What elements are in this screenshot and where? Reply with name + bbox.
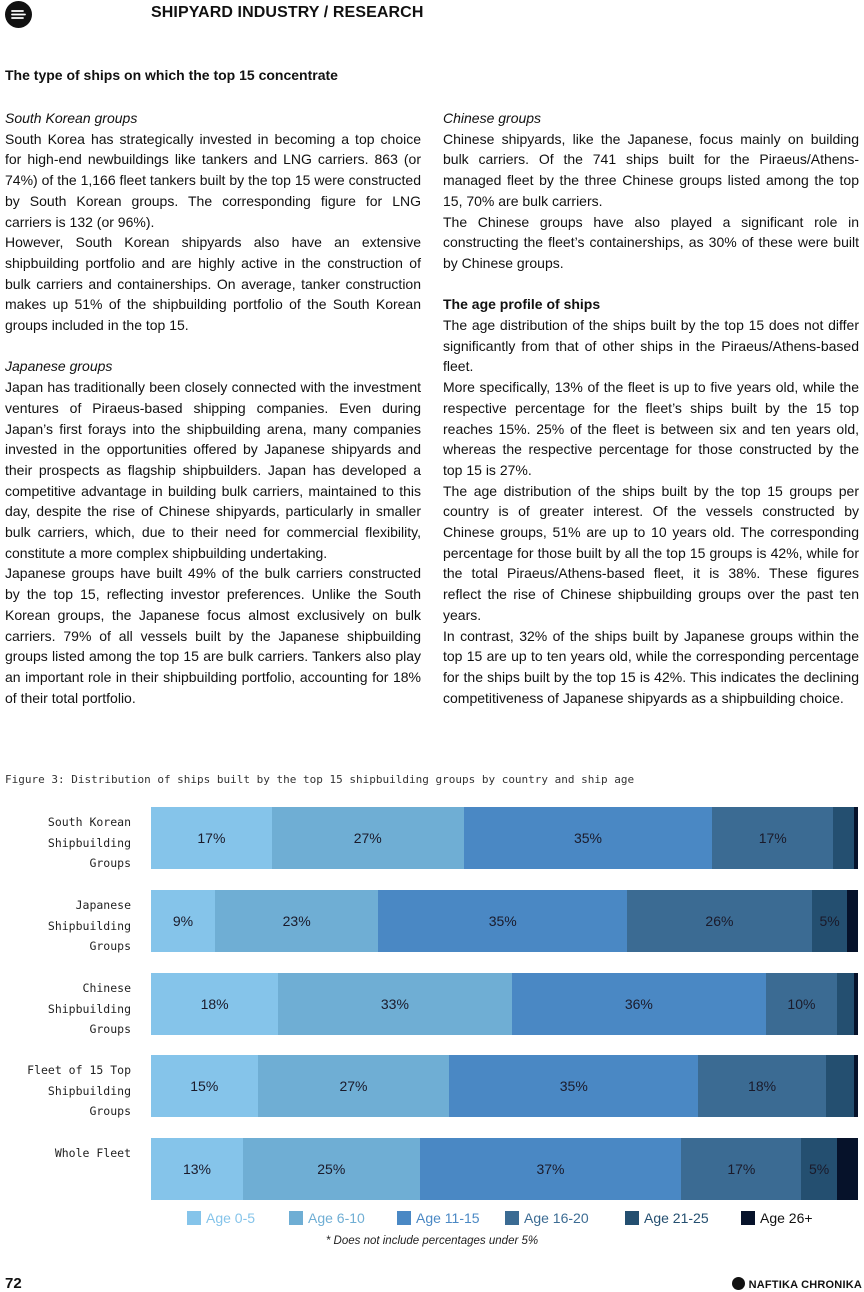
legend-item xyxy=(741,1210,813,1226)
category-label xyxy=(0,1143,131,1164)
legend-swatch xyxy=(187,1211,201,1225)
data-label: 5% xyxy=(808,1161,830,1177)
chinese-paragraph-2: The Chinese groups have also played a significant role in constructing the fleet’s containerships, as 30% of these were built by Chinese groups. xyxy=(443,213,859,271)
korean-paragraph-1: South Korea has strategically invested in becoming a top choice for high-end newbuildings like tankers and LNG carriers. 863 (or 74%) of the 1,166 fleet tankers built by the top 15 were constructed by South Korean groups. The corresponding figure for LNG carriers is 132 (or 96%). xyxy=(5,130,421,230)
age-paragraph-3: The age distribution of the ships built by the top 15 groups per country is of greater interest. Of the vessels constructed by Chinese groups, 51% are up to 10 years old. The corresponding percentage for those built by all the top 15 groups is 42%, while for the total Piraeus/Athens-based fleet, it is 38%. These figures reflect the rise of Chinese shipbuilding groups over the past ten years. xyxy=(443,482,859,623)
legend-swatch xyxy=(625,1211,639,1225)
legend-item xyxy=(397,1210,480,1226)
bar-row xyxy=(151,890,858,952)
bar-segment xyxy=(847,890,858,952)
right-text-column xyxy=(443,108,859,708)
figure-caption: Figure 3: Distribution of ships built by the top 15 shipbuilding groups by country and ship age xyxy=(5,773,635,786)
chart-footnote: * Does not include percentages under 5% xyxy=(325,1235,539,1247)
bar-segment xyxy=(854,973,858,1035)
bar-segment xyxy=(833,807,854,869)
data-label: 35% xyxy=(573,830,602,846)
wave-logo-icon xyxy=(5,1,32,28)
category-label-line: Shipbuilding Groups xyxy=(47,835,131,870)
data-label: 18% xyxy=(748,1078,777,1094)
data-label: 25% xyxy=(317,1161,346,1177)
bar-segment xyxy=(837,1138,858,1200)
data-label: 10% xyxy=(787,996,816,1012)
bar-segment xyxy=(826,1055,854,1117)
bar-segment xyxy=(837,973,855,1035)
data-label: 17% xyxy=(197,830,226,846)
category-label-line: South Korean xyxy=(47,815,131,829)
legend-item xyxy=(289,1210,365,1226)
data-label: 27% xyxy=(353,830,382,846)
data-label: 18% xyxy=(200,996,229,1012)
category-label-line: Fleet of 15 Top xyxy=(27,1063,131,1077)
legend-label: Age 21-25 xyxy=(644,1210,709,1226)
category-label-line: Shipbuilding Groups xyxy=(47,918,131,953)
data-label: 17% xyxy=(727,1161,756,1177)
legend-swatch xyxy=(741,1211,755,1225)
legend-label: Age 6-10 xyxy=(308,1210,365,1226)
category-label-line: Japanese xyxy=(75,898,131,912)
korean-paragraph-2: However, South Korean shipyards also have an extensive shipbuilding portfolio and are highly active in the construction of bulk carriers and containerships. On average, tanker construction makes up 51% of the shipbuilding portfolio of the South Korean groups included in the top 15. xyxy=(5,234,421,334)
data-label: 15% xyxy=(190,1078,219,1094)
category-label-line: Whole Fleet xyxy=(54,1146,131,1160)
brand-name: NAFTIKA CHRONIKA xyxy=(748,1279,862,1291)
age-paragraph-4: In contrast, 32% of the ships built by Japanese groups within the top 15 are up to ten years old, while the corresponding percentage for the ships built by the top 15 is 42%. This indicates the declining competitiveness of Japanese shipyards as a shipbuilding choice. xyxy=(443,627,859,706)
age-paragraph-2: More specifically, 13% of the fleet is up to five years old, while the respective percentage for the fleet’s ships built by the 15 top reaches 15%. 25% of the fleet is between six and ten years old, whereas the respective percentage for those constructed by the top 15 is 27%. xyxy=(443,379,859,478)
data-label: 5% xyxy=(819,913,840,929)
category-label xyxy=(0,895,131,957)
legend-label: Age 26+ xyxy=(760,1210,813,1226)
legend-item xyxy=(625,1210,709,1226)
category-label xyxy=(0,812,131,874)
bar-row xyxy=(151,1138,858,1200)
bar-row xyxy=(151,1055,858,1117)
age-paragraph-1: The age distribution of the ships built by the top 15 does not differ significantly from that of other ships in the Piraeus/Athens-based fleet. xyxy=(443,317,859,375)
data-label: 26% xyxy=(705,913,734,929)
data-label: 23% xyxy=(282,913,311,929)
left-text-column xyxy=(5,108,421,708)
legend-item xyxy=(505,1210,589,1226)
japanese-paragraph-1: Japan has traditionally been closely connected with the investment ventures of Piraeus-based shipping companies. Even during Japan’s first forays into the shipbuilding arena, many companies invested in the opportunities offered by Japanese shipyards and their prospects as flagship shipbuilders. Japan has developed a competitive advantage in building bulk carriers, maintained to this day, despite the rise of Chinese shipyards, particularly in smaller bulk carriers, which, due to their need for commercial flexibility, constitute a more complex shipbuilding undertaking. xyxy=(5,379,421,561)
category-label-line: Shipbuilding Groups xyxy=(47,1001,131,1036)
data-label: 9% xyxy=(172,913,194,929)
publisher-logo xyxy=(5,1,32,28)
category-label xyxy=(0,1060,131,1122)
bar-segment xyxy=(854,1055,858,1117)
data-label: 36% xyxy=(624,996,653,1012)
category-label-line: Chinese xyxy=(82,981,131,995)
legend-swatch xyxy=(397,1211,411,1225)
japanese-paragraph-2: Japanese groups have built 49% of the bulk carriers constructed by the top 15, reflecting investor preferences. Unlike the South Korean groups, the Japanese focus almost exclusively on bulk carriers. 79% of all vessels built by the Japanese shipbuilding groups listed among the top 15 are bulk carriers. Tankers also play an important role in their shipbuilding portfolio, accounting for 18% of their total portfolio. xyxy=(5,565,421,706)
section-heading: The type of ships on which the top 15 concentrate xyxy=(5,67,338,83)
paragraph-gap xyxy=(5,336,421,357)
japanese-groups-heading: Japanese groups xyxy=(5,358,113,375)
bar-segment xyxy=(854,807,858,869)
page-number: 72 xyxy=(5,1275,22,1292)
legend-label: Age 16-20 xyxy=(524,1210,589,1226)
data-label: 17% xyxy=(758,830,787,846)
legend-item xyxy=(187,1210,255,1226)
legend-swatch xyxy=(289,1211,303,1225)
data-label: 33% xyxy=(380,996,409,1012)
category-label-line: Shipbuilding Groups xyxy=(47,1083,131,1118)
data-label: 13% xyxy=(182,1161,211,1177)
chinese-paragraph-1: Chinese shipyards, like the Japanese, focus mainly on building bulk carriers. Of the 741 ships built for the Piraeus/Athens-managed fleet by the three Chinese groups listed among the top 15, 70% are bulk carriers. xyxy=(443,130,859,209)
data-label: 37% xyxy=(536,1161,565,1177)
legend-label: Age 0-5 xyxy=(206,1210,256,1226)
brand-logo-icon xyxy=(732,1277,745,1290)
legend-label: Age 11-15 xyxy=(416,1210,480,1226)
data-label: 35% xyxy=(488,913,517,929)
brand-footer xyxy=(732,1277,862,1291)
legend-swatch xyxy=(505,1211,519,1225)
page-header-title: SHIPYARD INDUSTRY / RESEARCH xyxy=(151,4,424,21)
bar-row xyxy=(151,973,858,1035)
paragraph-gap xyxy=(443,274,859,295)
bar-row xyxy=(151,807,858,869)
korean-groups-heading: South Korean groups xyxy=(5,110,138,126)
age-profile-heading: The age profile of ships xyxy=(443,296,601,313)
data-label: 27% xyxy=(339,1078,368,1094)
category-label xyxy=(0,978,131,1040)
data-label: 35% xyxy=(559,1078,588,1094)
chinese-groups-heading: Chinese groups xyxy=(443,110,542,126)
